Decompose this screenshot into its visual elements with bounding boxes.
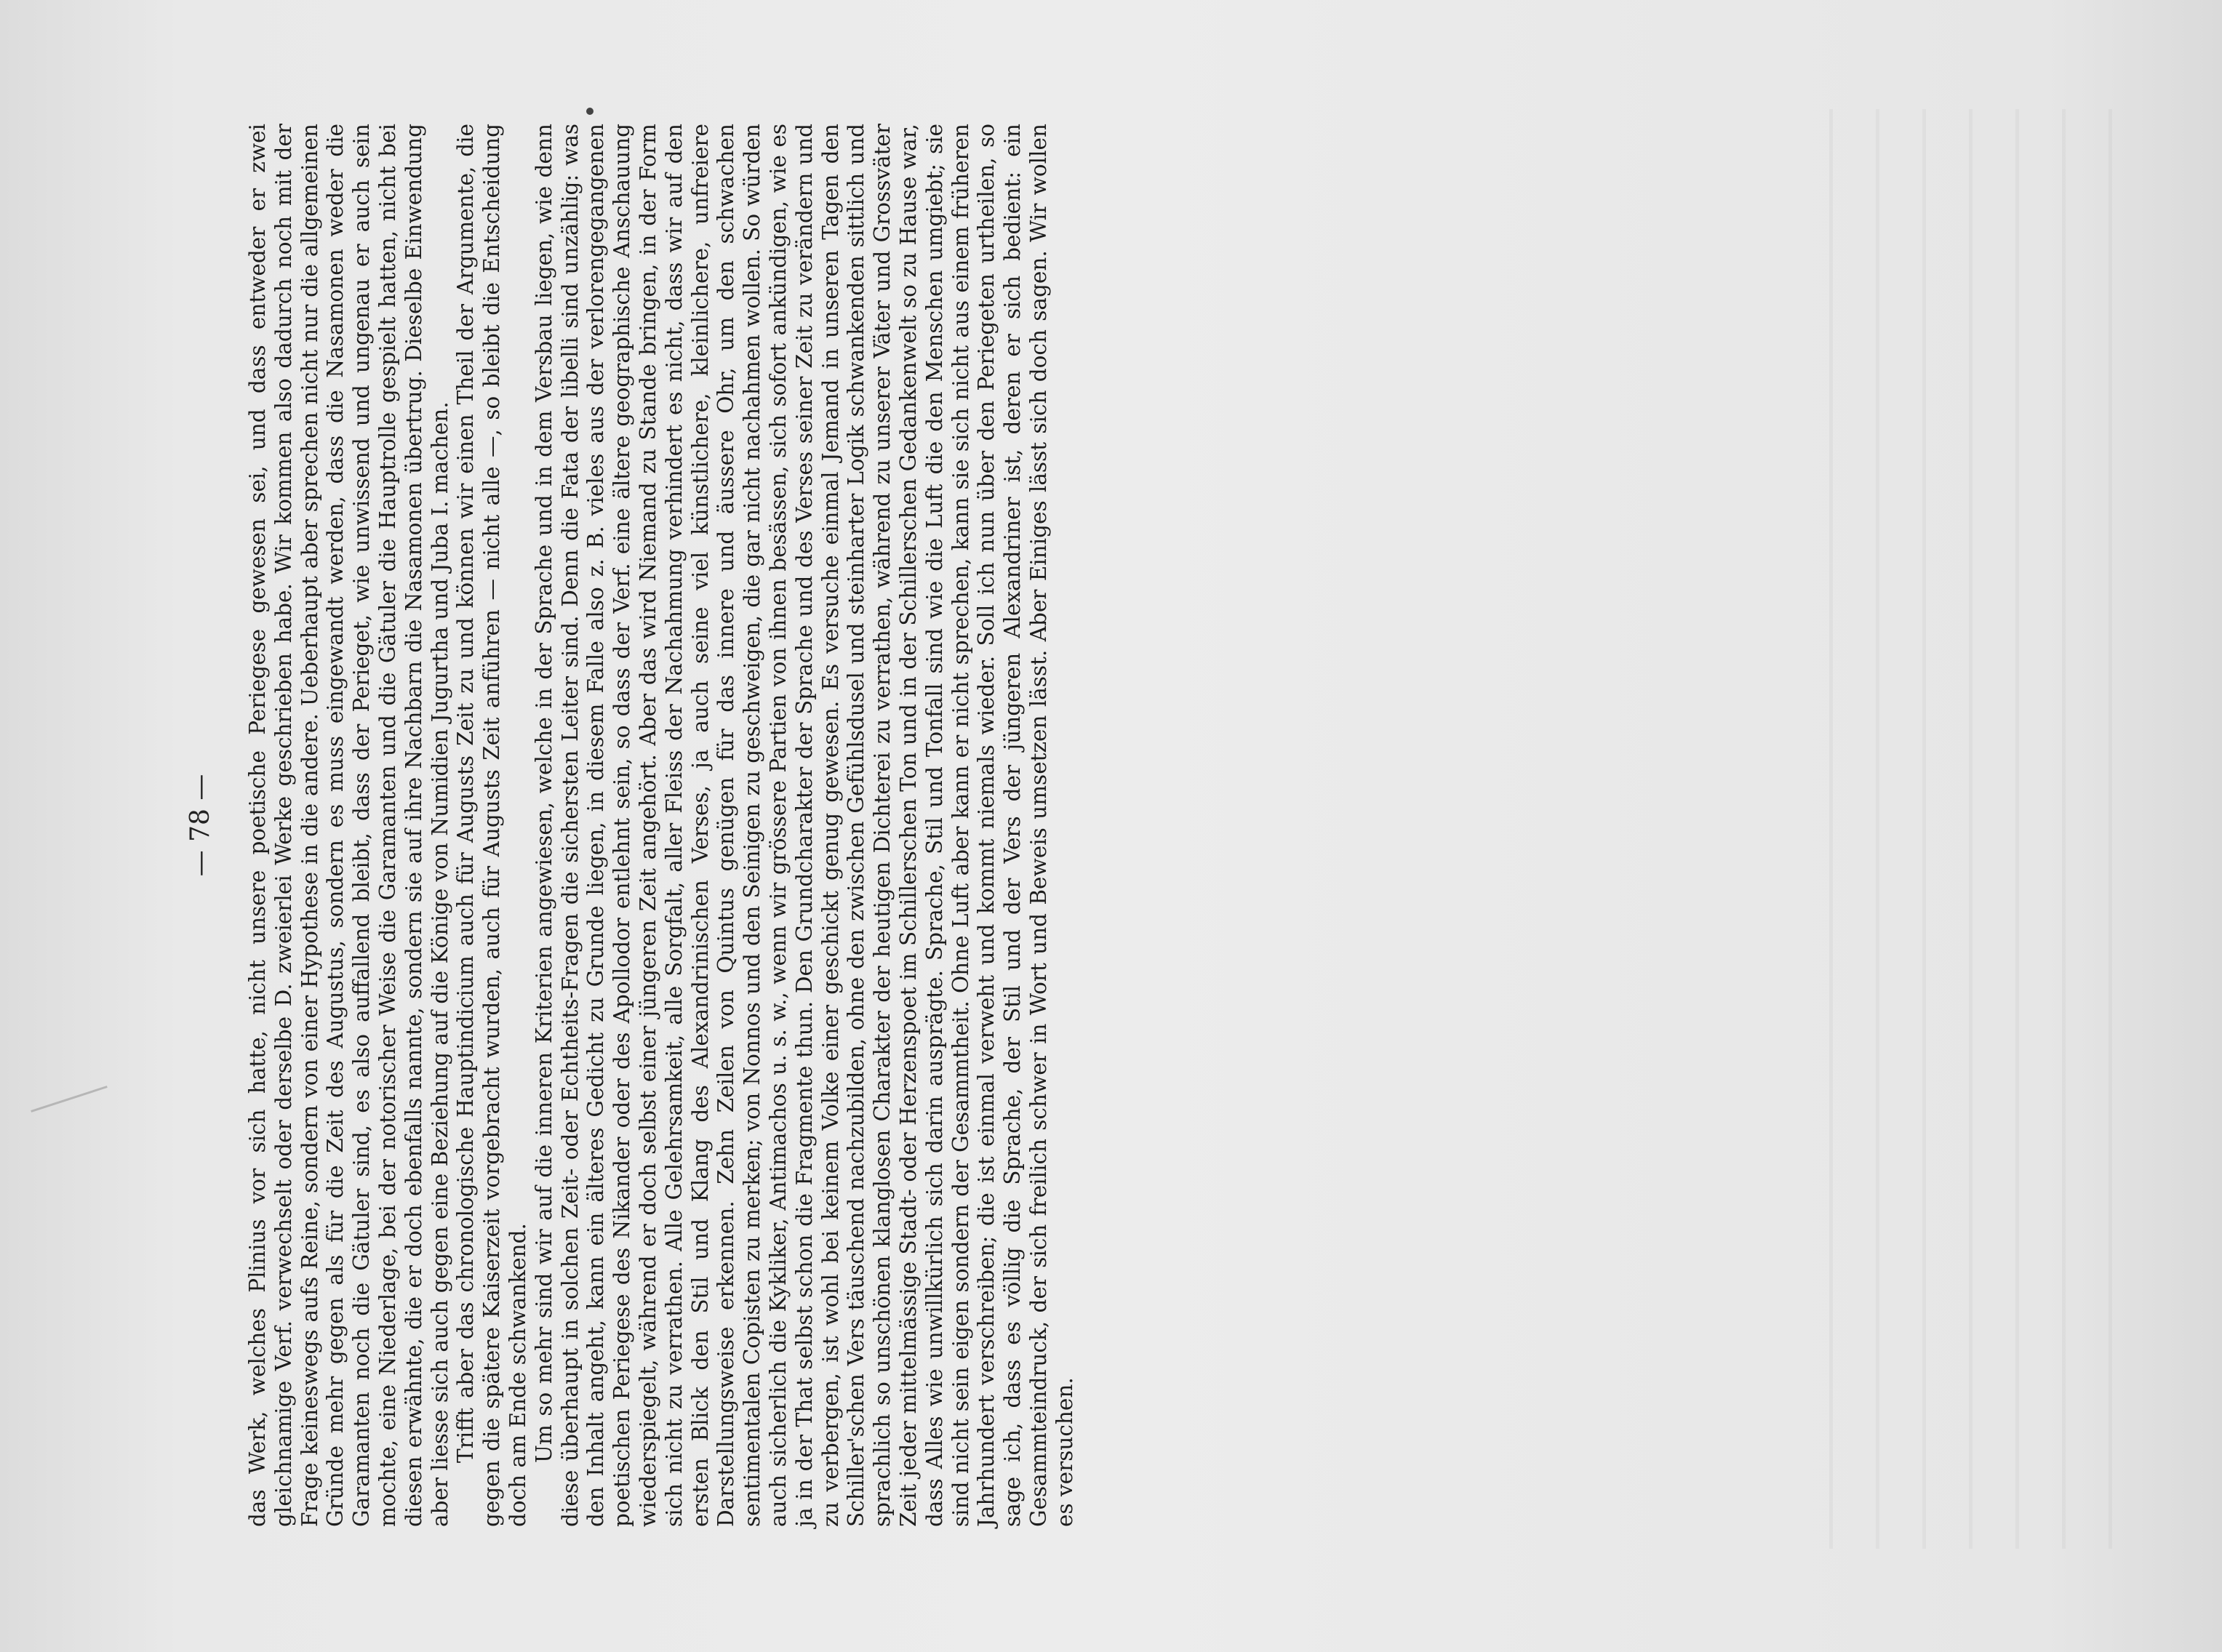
page-number: — 78 — <box>185 774 215 877</box>
ink-dot-mark <box>586 108 594 115</box>
paragraph-3: Um so mehr sind wir auf die inneren Kriterien angewiesen, welche in der Sprache und in dem Versbau liegen, wie denn diese überhaupt in solchen Zeit- oder Echtheits-Fragen die sichersten Leiter sind. Denn die Fata der libelli sind unzählig: was den Inhalt angeht, kann ein älteres Gedicht zu Grunde liegen, in diesem Falle also z. B. vieles aus der verlorengegangenen poetischen Periegese des Nikander oder des Apollodor entlehnt sein, so dass der Verf. eine ältere geographische Anschauung wiederspiegelt, während er doch selbst einer jüngeren Zeit angehört. Aber das wird Niemand zu Stande bringen, in der Form sich nicht zu verrathen. Alle Gelehrsamkeit, alle Sorgfalt, aller Fleiss der Nachahmung verhindert es nicht, dass wir auf den ersten Blick den Stil und Klang des Alexandrinischen Verses, ja auch seine viel künstlichere, kleinlichere, unfreiere Darstellungsweise erkennen. Zehn Zeilen von Quintus genügen für das innere und äussere Ohr, um den schwachen sentimentalen Copisten zu merken; von Nonnos und den Seinigen zu geschweigen, die gar nicht nachahmen wollen. So würden auch sicherlich die Kykliker, Antimachos u. s. w., wenn wir grössere Partien von ihnen besässen, sich sofort ankündigen, wie es ja in der That selbst schon die Fragmente thun. Den Grundcharakter der Sprache und des Verses seiner Zeit zu verändern und zu verbergen, ist wohl bei keinem Volke einer geschickt genug gewesen. Es versuche einmal Jemand in unseren Tagen den Schiller'schen Vers täuschend nachzubilden, ohne den zwischen Gefühlsdusel und steinharter Logik schwankenden sittlich und sprachlich so unschönen klanglosen Charakter der heutigen Dichterei zu verrathen, während zu unserer Väter und Grossväter Zeit jeder mittelmässige Stadt- oder Herzenspoet im Schillerschen Ton und in der Schillerschen Gedankenwelt so zu Hause war, dass Alles wie unwillkürlich sich darin ausprägte. Sprache, Stil und Tonfall sind wie die Luft die den Menschen umgiebt; sie sind nicht sein eigen sondern der Gesammtheit. Ohne Luft aber kann er nicht sprechen, kann sie sich nicht aus einem früheren Jahrhundert verschreiben; die ist einmal verweht und kommt niemals wieder. Soll ich nun über den Periegeten urtheilen, so sage ich, dass es völlig die Sprache, der Stil und der Vers der jüngeren Alexandriner ist, deren er sich bedient: ein Gesammteindruck, der sich freilich schwer in Wort und Beweis umsetzen lässt. Aber Einiges lässt sich doch sagen. Wir wollen es versuchen. <box>531 124 1077 1527</box>
paragraph-2: Trifft aber das chronologische Hauptindicium auch für Augusts Zeit zu und können wir einen Theil der Argumente, die gegen die spätere Kaiserzeit vorgebracht wurden, auch für Augusts Zeit anführen — nicht alle —, so bleibt die Entscheidung doch am Ende schwankend. <box>453 124 530 1527</box>
body-text <box>245 124 1079 1527</box>
rotated-book-page <box>185 124 2026 1527</box>
paragraph-1: das Werk, welches Plinius vor sich hatte, nicht unsere poetische Periegese gewesen sei, und dass entweder er zwei gleichnamige Verf. verwechselt oder derselbe D. zweierlei Werke geschrieben habe. Wir kommen also dadurch noch mit der Frage keineswegs aufs Reine, sondern von einer Hypothese in die andere. Ueberhaupt aber sprechen nicht nur die allgemeinen Gründe mehr gegen als für die Zeit des Augustus, sondern es muss eingewandt werden, dass die Nasamonen weder die Garamanten noch die Gätuler sind, es also auffallend bleibt, dass der Perieget, wie unwissend und ungenau er auch sein mochte, eine Niederlage, bei der notorischer Weise die Garamanten und die Gätuler die Hauptrolle gespielt hatten, nicht bei diesen erwähnte, die er doch ebenfalls nannte, sondern sie auf ihre Nachbarn die Nasamonen übertrug. Dieselbe Einwendung aber liesse sich auch gegen eine Beziehung auf die Könige von Numidien Jugurtha und Juba I. machen. <box>245 124 452 1527</box>
